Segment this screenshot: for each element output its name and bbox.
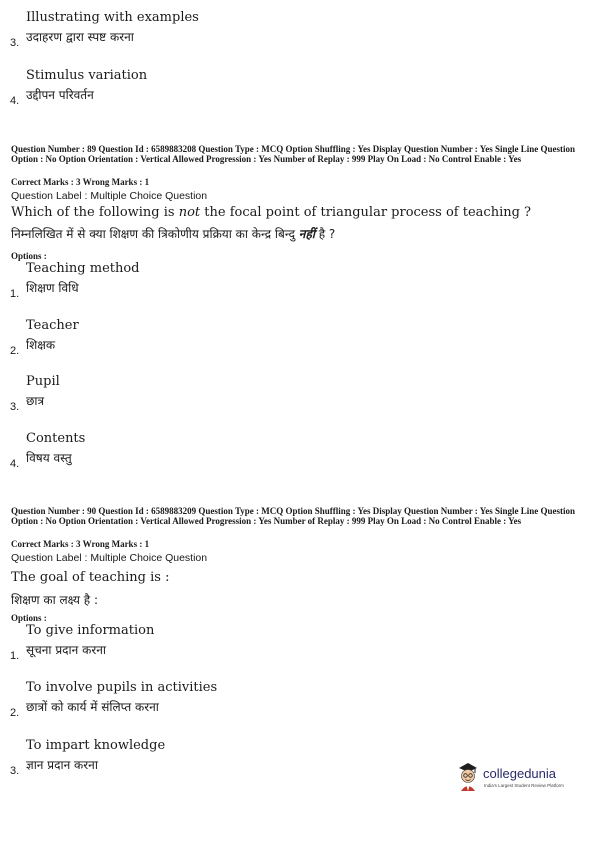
q90-options-label: Options :	[11, 613, 47, 623]
q90-metadata: Question Number : 90 Question Id : 6589883209 Question Type : MCQ Option Shuffling : Yes Display Question Number : Yes Single Line Question Option : No Option Orientation : Vertical Allowed Progression : Yes Number of Replay : 999 Play On Load : No Control Enable : Yes	[11, 506, 575, 526]
option-text-hi: विषय वस्तु	[26, 451, 72, 465]
option-text-hi: छात्र	[26, 394, 45, 408]
logo-brand-text: collegedunia	[483, 766, 557, 781]
option-text-en: To impart knowledge	[26, 738, 166, 753]
option-text-hi: सूचना प्रदान करना	[26, 643, 106, 657]
q89-question-text-hi: निम्नलिखित में से क्या शिक्षण की त्रिकोणीय प्रक्रिया का केन्द्र बिन्दु नहीं है ?	[11, 227, 336, 241]
option-text-en: Contents	[26, 431, 86, 446]
option-text-hi: शिक्षक	[26, 338, 56, 352]
q89-question-label: Question Label : Multiple Choice Question	[11, 190, 208, 202]
option-number: 2.	[10, 345, 20, 357]
mascot-logo-icon	[455, 760, 481, 792]
q90-question-text-hi: शिक्षण का लक्ष्य है :	[11, 593, 98, 607]
q89-options-label: Options :	[11, 251, 47, 261]
collegedunia-logo	[455, 760, 565, 794]
option-text-hi: उदाहरण द्वारा स्पष्ट करना	[26, 30, 134, 44]
q89-question-text-en: Which of the following is not the focal point of triangular process of teaching ?	[11, 205, 532, 220]
q90-question-text-en: The goal of teaching is :	[11, 570, 170, 585]
logo-tagline: India's Largest Student Review Platform	[484, 783, 564, 788]
option-text-hi: उद्दीपन परिवर्तन	[26, 88, 94, 102]
option-text-en: To give information	[26, 623, 155, 638]
option-text-en: Pupil	[26, 374, 60, 389]
option-text-en: Teaching method	[26, 261, 140, 276]
option-number: 3.	[10, 37, 20, 49]
q90-marks: Correct Marks : 3 Wrong Marks : 1	[11, 539, 150, 549]
option-text-en: Teacher	[26, 318, 79, 333]
option-text-hi: शिक्षण विधि	[26, 281, 79, 295]
option-text-en: Illustrating with examples	[26, 10, 199, 25]
option-text-en: Stimulus variation	[26, 68, 148, 83]
option-number: 4.	[10, 458, 20, 470]
option-text-hi: छात्रों को कार्य में संलिप्त करना	[26, 700, 159, 714]
option-number: 3.	[10, 401, 20, 413]
option-text-en: To involve pupils in activities	[26, 680, 218, 695]
option-number: 1.	[10, 650, 20, 662]
q89-marks: Correct Marks : 3 Wrong Marks : 1	[11, 177, 150, 187]
option-number: 1.	[10, 288, 20, 300]
q89-metadata: Question Number : 89 Question Id : 6589883208 Question Type : MCQ Option Shuffling : Yes Display Question Number : Yes Single Line Question Option : No Option Orientation : Vertical Allowed Progression : Yes Number of Replay : 999 Play On Load : No Control Enable : Yes	[11, 144, 575, 164]
option-text-hi: ज्ञान प्रदान करना	[26, 758, 98, 772]
option-number: 3.	[10, 765, 20, 777]
option-number: 2.	[10, 707, 20, 719]
option-number: 4.	[10, 95, 20, 107]
q90-question-label: Question Label : Multiple Choice Question	[11, 552, 208, 564]
